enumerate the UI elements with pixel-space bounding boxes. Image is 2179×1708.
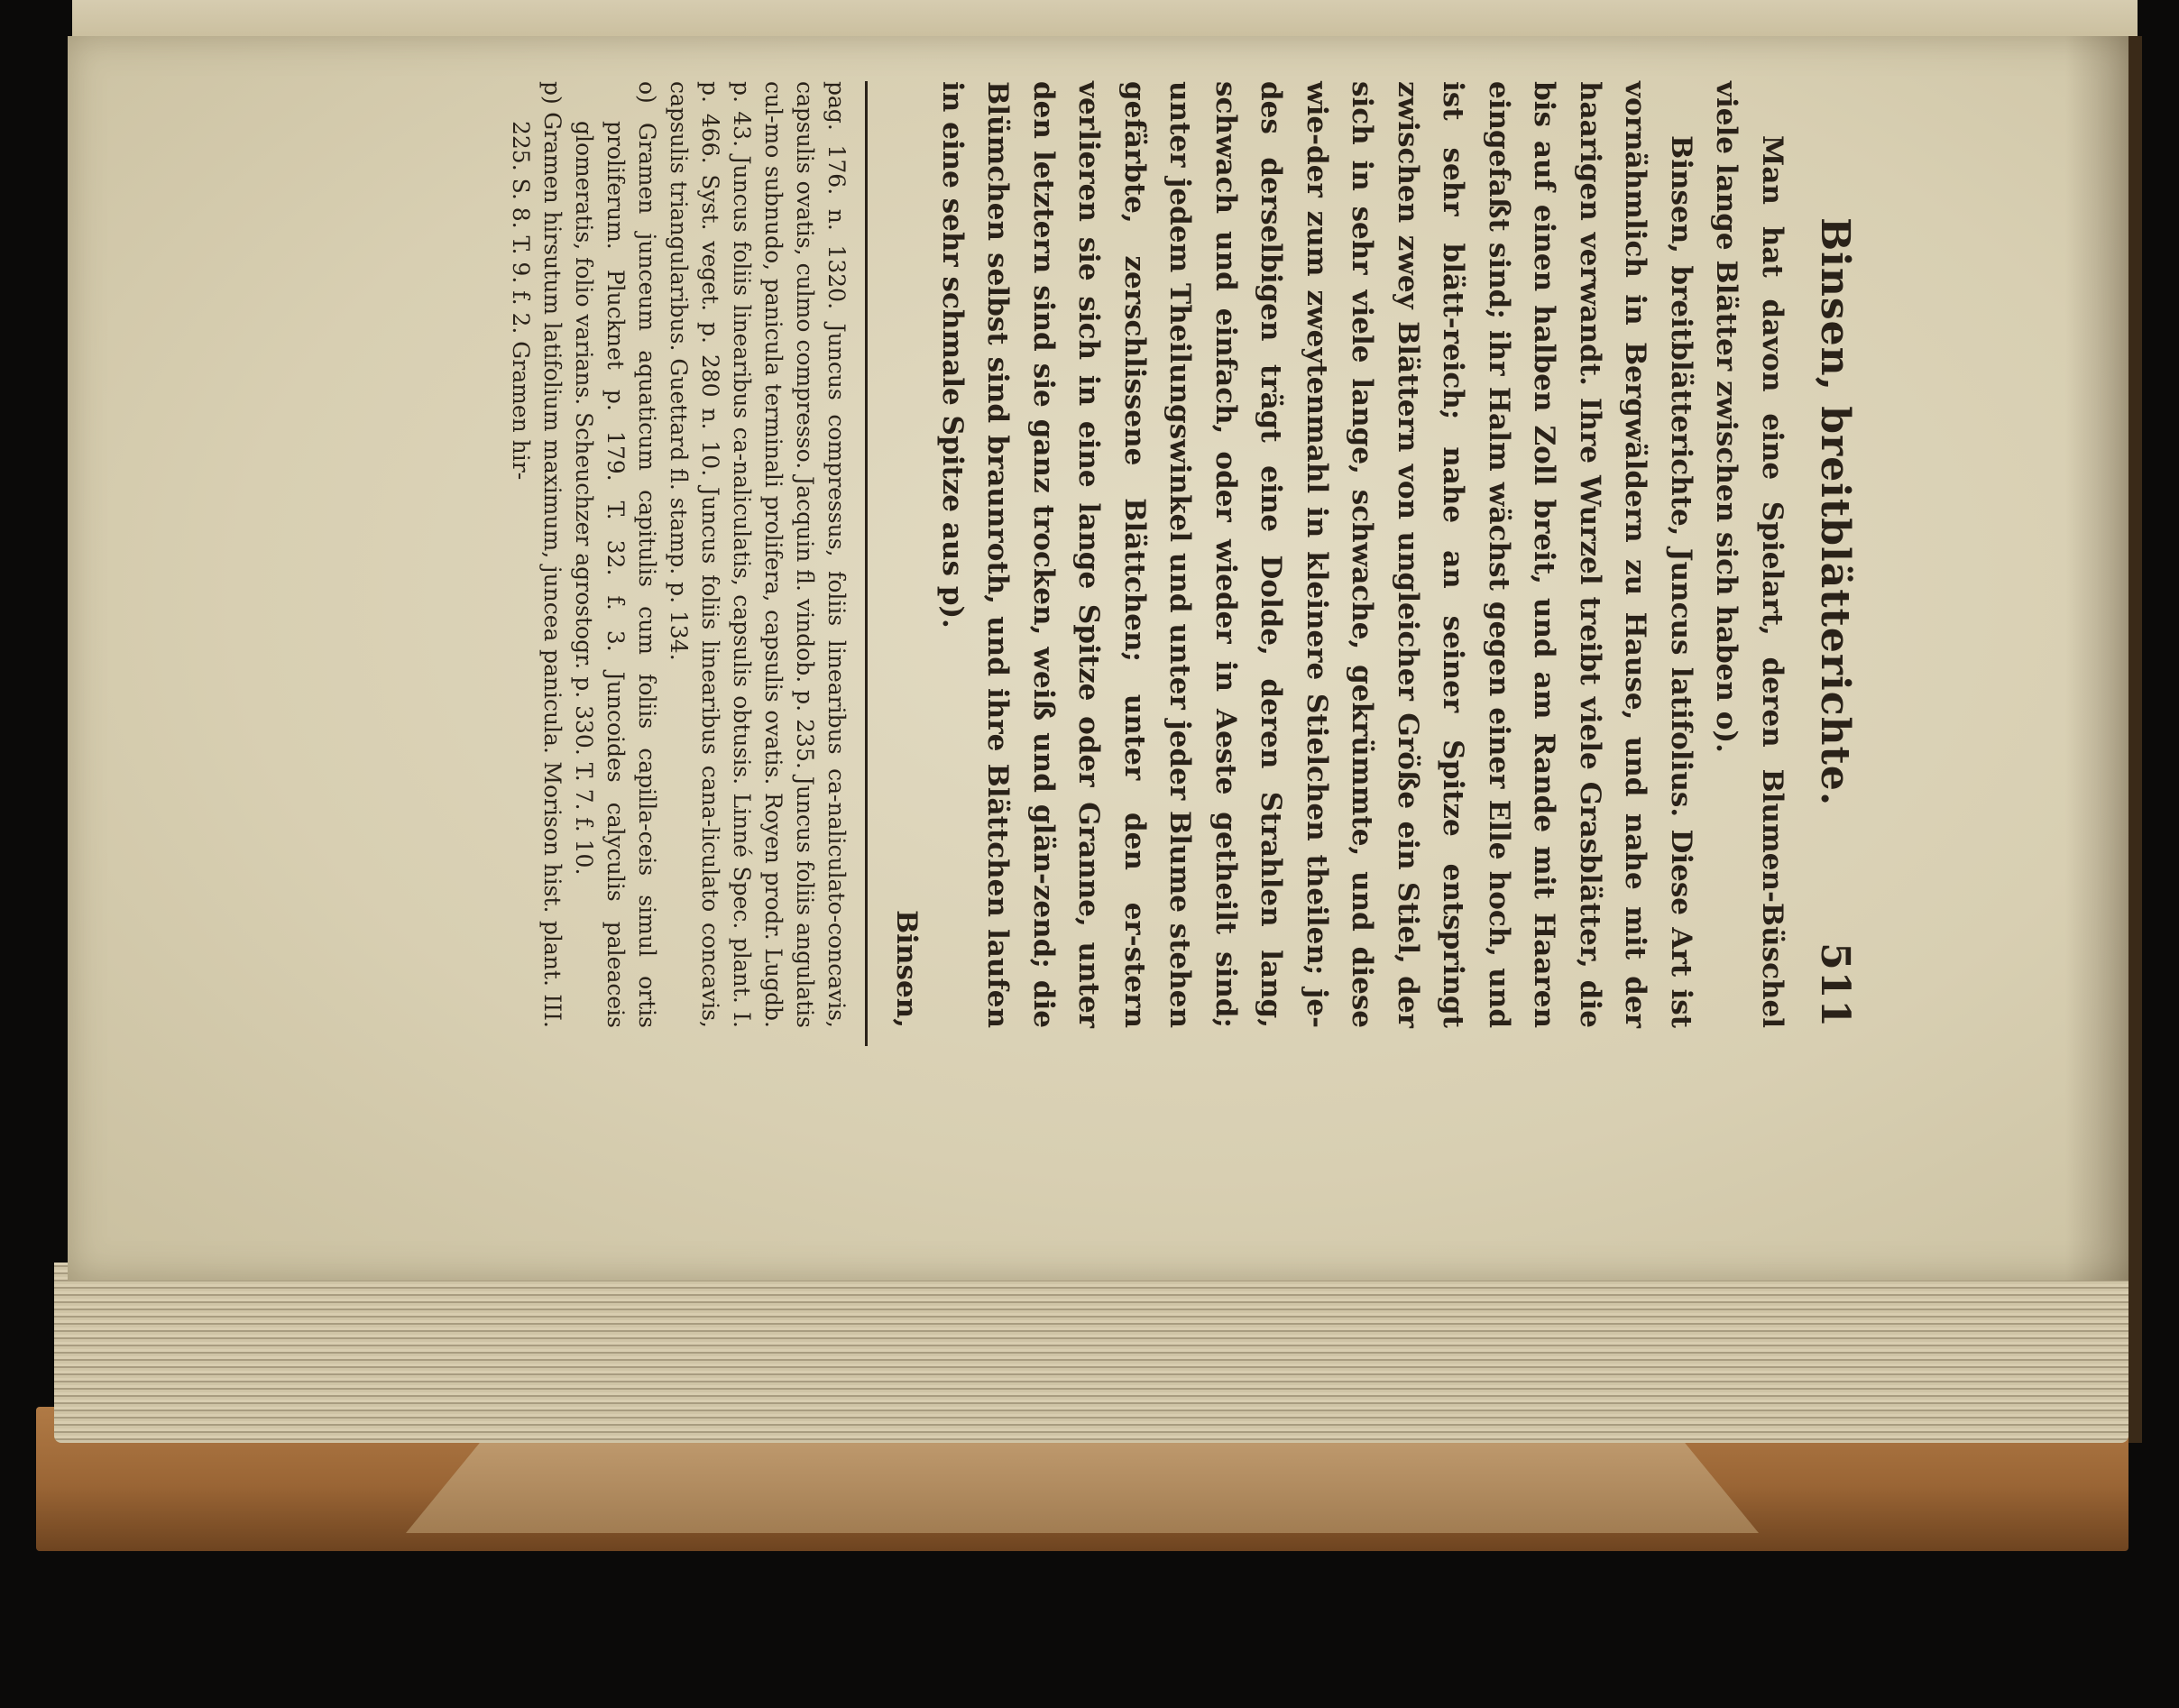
- rotated-text-block: [508, 54, 1858, 1046]
- running-header: [1795, 54, 1858, 1046]
- spine-shadow: [2065, 36, 2138, 1281]
- binding-edge: [2128, 36, 2142, 1443]
- page-edges: [54, 1263, 2128, 1443]
- cover-fold: [406, 1434, 1759, 1533]
- footnote: o) Gramen junceum aquaticum capitulis cum foliis capilla-ceis simul ortis proliferum. Plucknet p. 179. T. 32. f. 3. Juncoides calyculis paleaceis glomeratis, folio varians. Scheuchzer agrostogr. p. 330. T. 7. f. 10.: [571, 81, 660, 1028]
- paragraph: Man hat davon eine Spielart, deren Blumen-Büschel viele lange Blätter zwischen sich haben o).: [1710, 81, 1788, 1028]
- page-number: 511: [1812, 942, 1858, 1028]
- catchword: Binsen,: [890, 909, 924, 1028]
- page-title: Binsen, breitblätterichte.: [1812, 216, 1858, 807]
- footnote: pag. 176. n. 1320. Juncus compressus, foliis linearibus ca-naliculato-concavis, capsulis ovatis, culmo compresso. Jacquin fl. vindob. p. 235. Juncus foliis angulatis cul-mo subnudo, panicula terminali prolifera, capsulis ovatis. Royen prodr. Lugdb. p. 43. Juncus foliis linearibus ca-naliculatis, capsulis obtusis. Linné Spec. plant. I. p. 466. Syst. veget. p. 280 n. 10. Juncus foliis linearibus cana-liculato concavis, capsulis triangularibus. Guettard fl. stamp. p. 134.: [666, 81, 850, 1028]
- footnote: p) Gramen hirsutum latifolium maximum, juncea panicula. Morison hist. plant. III. 225. S. 8. T. 9. f. 2. Gramen hir-: [508, 81, 565, 1028]
- footnotes: [505, 54, 852, 1046]
- paragraph: Binsen, breitblätterichte, Juncus latifolius. Diese Art ist vornähmlich in Bergwäldern zu Hause, und nahe mit der haarigen verwandt. Ihre Wurzel treibt viele Grasblätter, die bis auf einen halben Zoll breit, und am Rande mit Haaren eingefaßt sind; ihr Halm wächst gegen einer Elle hoch, und ist sehr blätt-reich; nahe an seiner Spitze entspringt zwischen zwey Blättern von ungleicher Größe ein Stiel, der sich in sehr viele lange, schwache, gekrümmte, und diese wie-der zum zweytenmahl in kleinere Stielchen theilen; je-des derselbigen trägt eine Dolde, deren Strahlen lang, schwach und einfach, oder wieder in Aeste getheilt sind; unter jedem Theilungswinkel und unter jeder Blume stehen gefärbte, zerschlissene Blättchen; unter den er-stern verlieren sie sich in eine lange Spitze oder Granne, unter den letztern sind sie ganz trocken, weiß und glän-zend; die Blümchen selbst sind braunroth, und ihre Blättchen laufen in eine sehr schmale Spitze aus p).: [936, 81, 1697, 1028]
- footnote-rule: [865, 81, 868, 1046]
- main-text: [884, 54, 1795, 1046]
